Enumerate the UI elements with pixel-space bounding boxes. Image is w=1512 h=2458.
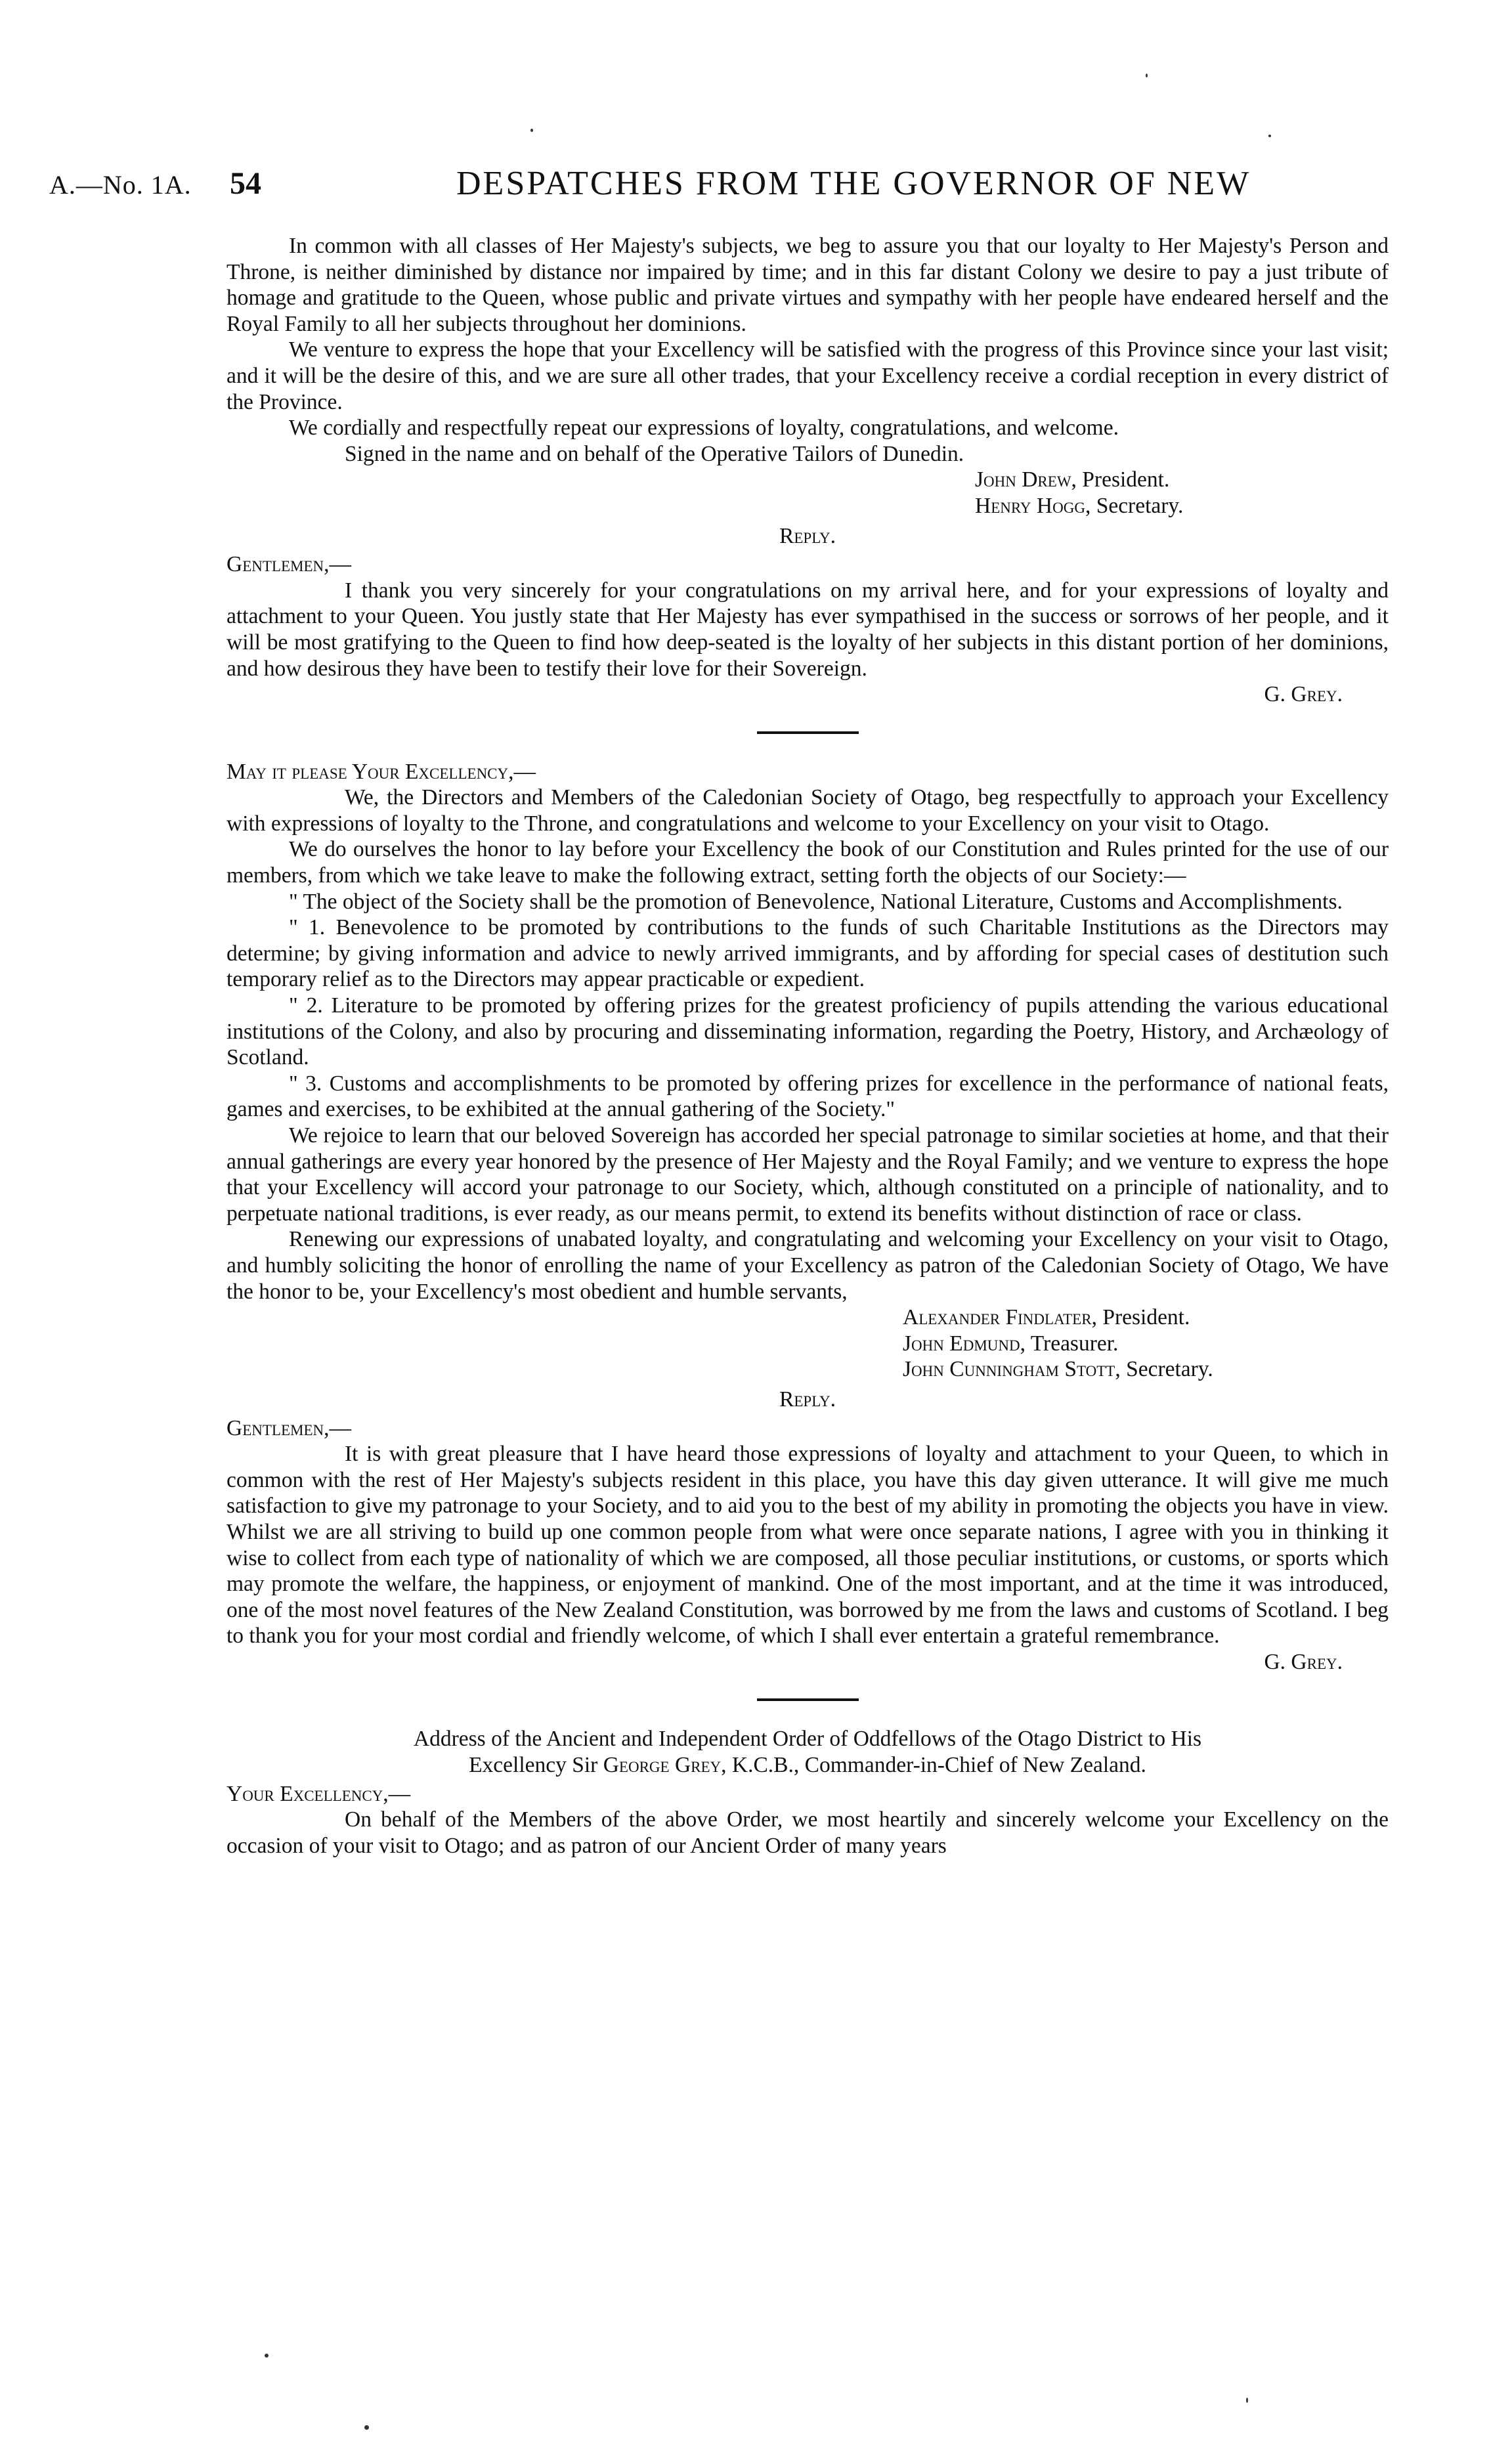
section-divider — [757, 1698, 859, 1701]
signatory-role: , Secretary. — [1085, 493, 1184, 518]
signatory — [903, 1304, 1389, 1331]
scan-speck — [265, 2354, 269, 2358]
address-title-suffix: , K.C.B., Commander-in-Chief of New Zealand. — [721, 1753, 1146, 1778]
reply-heading: Reply. — [779, 1387, 836, 1412]
reply-salutation: Gentlemen,— — [227, 552, 351, 577]
caledonian-paragraph-2: We do ourselves the honor to lay before your Excellency the book of our Constitution and Rules printed for the use of our members, from which we take leave to make the following extract, setting forth the objects of our Society:— — [227, 837, 1389, 888]
caledonian-paragraph-4: Renewing our expressions of unabated loyalty, and congratulating and welcoming your Excellency on your visit to Otago, and humbly soliciting the honor of enrolling the name of your Excellency as patron of the Caledonian Society of Otago, We have the honor to be, your Excellency's most obedient and humble servants, — [227, 1227, 1389, 1304]
address-title-line-1: Address of the Ancient and Independent Order of Oddfellows of the Otago District to His — [413, 1727, 1202, 1752]
tailors-paragraph-1: In common with all classes of Her Majesty's subjects, we beg to assure you that our loyalty to Her Majesty's Person and Throne, is neither diminished by distance nor impaired by time; and in this far distant Colony we desire to pay a just tribute of homage and gratitude to the Queen, whose public and private virtues and sympathy with her people have endeared herself and the Royal Family to all her subjects throughout her dominions. — [227, 234, 1389, 336]
signatory-name: John Edmund — [903, 1331, 1020, 1356]
reply-text: It is with great pleasure that I have heard those expressions of loyalty and attachment to your Queen, to which in common with the rest of Her Majesty's subjects resident in this place, you have this day given utterance. It will give me much satisfaction to give my patronage to your Society, and to aid you to the best of my ability in promoting the objects you have in view. Whilst we are all striving to build up one common people from what were once separate nations, I agree with you in thinking it wise to collect from each type of nationality of which we are composed, all those peculiar institutions, or customs, or sports which may promote the welfare, the happiness, or enjoyment of mankind. One of the most important, and at the time it was introduced, one of the most novel features of the New Zealand Constitution, was borrowed by me from the laws and customs of Scotland. I beg to thank you for your most cordial and friendly welcome, of which I shall ever entertain a grateful remembrance. — [227, 1442, 1389, 1649]
signatory-name: John Drew — [975, 467, 1071, 492]
page-header — [49, 162, 1395, 207]
oddfellows-salutation: Your Excellency,— — [227, 1781, 411, 1806]
signatory-role: , President. — [1091, 1305, 1190, 1330]
signatory — [975, 467, 1389, 493]
reply-signature: G. Grey. — [1264, 1649, 1343, 1674]
signatory-name: Alexander Findlater — [903, 1305, 1092, 1330]
signatory-role: , Secretary. — [1115, 1357, 1213, 1382]
signatory-role: , President. — [1071, 467, 1170, 492]
signatory — [903, 1331, 1389, 1357]
reply-signature: G. Grey. — [1264, 682, 1343, 707]
constitution-quote-1: " 1. Benevolence to be promoted by contributions to the funds of such Charitable Institutions as the Directors may determine; by giving information and advice to newly arrived immigrants, and by affording for special cases of destitution such temporary relief as to the Directors may appear practicable or expedient. — [227, 915, 1389, 992]
tailors-paragraph-2: We venture to express the hope that your Excellency will be satisfied with the progress of this Province since your last visit; and it will be the desire of this, and we are sure all other trades, that your Excellency receive a cordial reception in every district of the Province. — [227, 337, 1389, 414]
scan-speck — [530, 129, 533, 132]
running-title: DESPATCHES FROM THE GOVERNOR OF NEW — [456, 165, 1251, 202]
tailors-signatories — [227, 467, 1389, 519]
page-reference: A.—No. 1A. — [49, 170, 192, 200]
document-body — [227, 233, 1389, 1859]
caledonian-salutation: May it please Your Excellency,— — [227, 759, 536, 784]
signatory — [903, 1356, 1389, 1383]
reply-heading: Reply. — [779, 523, 836, 548]
signatory-name: John Cunningham Stott — [903, 1357, 1115, 1382]
signatory — [975, 493, 1389, 519]
section-divider — [757, 731, 859, 734]
address-title-prefix: Excellency Sir — [469, 1753, 603, 1778]
constitution-quote-3: " 3. Customs and accomplishments to be promoted by offering prizes for excellence in the performance of national feats, games and exercises, to be exhibited at the annual gathering of the Society." — [227, 1071, 1389, 1122]
tailors-paragraph-3: We cordially and respectfully repeat our expressions of loyalty, congratulations, and welcome. — [289, 416, 1119, 441]
caledonian-paragraph-3: We rejoice to learn that our beloved Sovereign has accorded her special patronage to similar societies at home, and that their annual gatherings are every year honored by the presence of Her Majesty and the Royal Family; and we venture to express the hope that your Excellency will accord your patronage to our Society, which, although constituted on a principle of nationality, and to perpetuate national traditions, is ever ready, as our means permit, to extend its benefits without distinction of race or class. — [227, 1123, 1389, 1226]
caledonian-signatories — [227, 1304, 1389, 1383]
address-title-line-2 — [227, 1752, 1389, 1779]
scan-speck — [364, 2425, 369, 2430]
caledonian-paragraph-1: We, the Directors and Members of the Caledonian Society of Otago, beg respectfully to approach your Excellency with expressions of loyalty to the Throne, and congratulations and welcome to your Excellency on your visit to Otago. — [227, 785, 1389, 836]
tailors-signed-line: Signed in the name and on behalf of the Operative Tailors of Dunedin. — [345, 441, 964, 466]
scan-speck — [1146, 74, 1148, 77]
page-number: 54 — [230, 166, 261, 201]
reply-text: I thank you very sincerely for your congratulations on my arrival here, and for your expressions of loyalty and attachment to your Queen. You justly state that Her Majesty has ever sympathised in the success or sorrows of her people, and it will be most gratifying to the Queen to find how deep-seated is the loyalty of her subjects in this distant portion of her dominions, and how desirous they have been to testify their love for their Sovereign. — [227, 578, 1389, 681]
scan-speck — [1268, 135, 1271, 137]
address-title — [227, 1726, 1389, 1778]
reply-salutation: Gentlemen,— — [227, 1415, 351, 1440]
scan-speck — [1246, 2398, 1248, 2403]
constitution-quote-2: " 2. Literature to be promoted by offering prizes for the greatest proficiency of pupils attending the various educational institutions of the Colony, and also by procuring and disseminating information, regarding the Poetry, History, and Archæology of Scotland. — [227, 993, 1389, 1070]
address-title-name: George Grey — [603, 1753, 722, 1778]
signatory-role: , Treasurer. — [1020, 1331, 1119, 1356]
constitution-quote-intro: " The object of the Society shall be the promotion of Benevolence, National Literature, Customs and Accomplishments. — [289, 889, 1343, 914]
oddfellows-paragraph-1: On behalf of the Members of the above Order, we most heartily and sincerely welcome your Excellency on the occasion of your visit to Otago; and as patron of our Ancient Order of many years — [227, 1807, 1389, 1858]
signatory-name: Henry Hogg — [975, 493, 1085, 518]
